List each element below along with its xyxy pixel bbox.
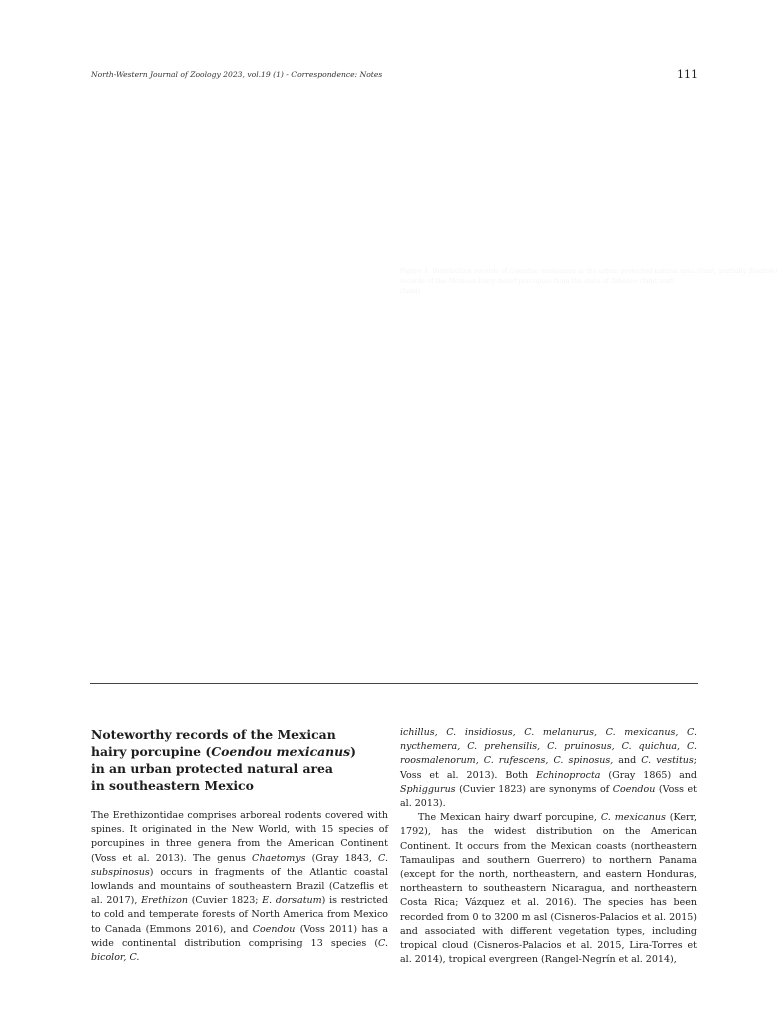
text: (Cuvier 1823) are synonyms of [455,783,613,795]
page-number: 111 [677,68,698,81]
text: (Voss 2011) has a wide continental distribution comprising 13 species ( [91,923,389,949]
text: (Gray 1843, [305,852,379,864]
taxon: Coendou [612,783,656,795]
figure-caption-faint [400,266,777,296]
taxon: C. mexicanus [600,812,666,824]
text: ) is restricted to cold and temperate forests of North America from Mexico to Canada (Emmons 2016), and [91,895,388,935]
text: (Kerr, 1792), has the widest distribution on the American Continent. It occurs from the Mexican coasts (northeastern Tamaulipas and southern Guerrero) to northern Panama (except for the north, northeastern, and eastern Honduras, northeastern to southeastern Nicaragua, and northeastern Costa Rica; Vázquez et al. 2016). The species has been recorded from 0 to 3200 m asl (Cisneros-Palacios et al. 2015) and associated with different vegetation types, including tropical cloud (Cisneros-Palacios et al. 2015, Lira-Torres et al. 2014), tropical evergreen (Rangel-Negrín et al. 2014), [400,812,698,966]
text: (Gray 1865) and [600,769,697,781]
taxon: Erethizon [141,895,188,907]
taxon: Sphiggurus [400,783,456,795]
left-column [91,726,388,965]
text: and [613,755,642,767]
title-text: hairy porcupine ( [91,744,212,759]
intro-paragraph [91,809,388,965]
taxon: Chaetomys [252,852,306,864]
taxon: ichillus, C. insidiosus, C. melanurus, C. mexicanus, C. nycthemera, C. prehensilis, C. pruinosus, C. quichua, C. roosmalenorum, C. rufescens, C. spinosus, [400,727,697,767]
distribution-paragraph [400,811,697,967]
faint-line: (faint) [400,287,421,295]
species-list-paragraph [400,726,697,811]
title-line: Noteworthy records of the Mexican [91,727,336,742]
text: ; Voss et al. 2013). Both [400,755,697,781]
taxon: C. vestitus [641,755,694,767]
text: (Cuvier 1823; [187,895,263,907]
article-title [91,726,388,794]
right-column [400,726,697,967]
taxon: E. dorsatum [262,895,322,907]
taxon: C. bicolor, C. [91,937,388,964]
title-line: in southeastern Mexico [91,778,254,793]
taxon: Echinoprocta [536,769,601,781]
text: The Mexican hairy dwarf porcupine, [418,812,601,824]
text: (Voss et al. 2013). [400,783,697,810]
faint-line: records of the Mexican hairy dwarf porcupine from the state of Tabasco (faint text) [400,277,675,285]
running-head: North-Western Journal of Zoology 2023, vol.19 (1) - Correspondence: Notes [91,70,383,79]
title-text: ) [350,744,357,759]
taxon: C. subspinosus [91,852,388,878]
taxon: Coendou [252,923,296,935]
text: ) occurs in fragments of the Atlantic coastal lowlands and mountains of southeastern Brazil (Catzeflis et al. 2017), [91,866,388,907]
title-line: in an urban protected natural area [91,761,333,776]
title-line [91,743,388,760]
text: The Erethizontidae comprises arboreal rodents covered with spines. It originated in the New World, with 15 species of porcupines in three genera from the American Continent (Voss et al. 2013). The genus [91,810,388,864]
title-species: Coendou mexicanus [211,744,351,759]
faint-line: Figure 1. Distribution records of Coendou mexicanus in the urban protected natural area (faint, partially illegible) [400,267,777,275]
section-divider [90,683,698,684]
